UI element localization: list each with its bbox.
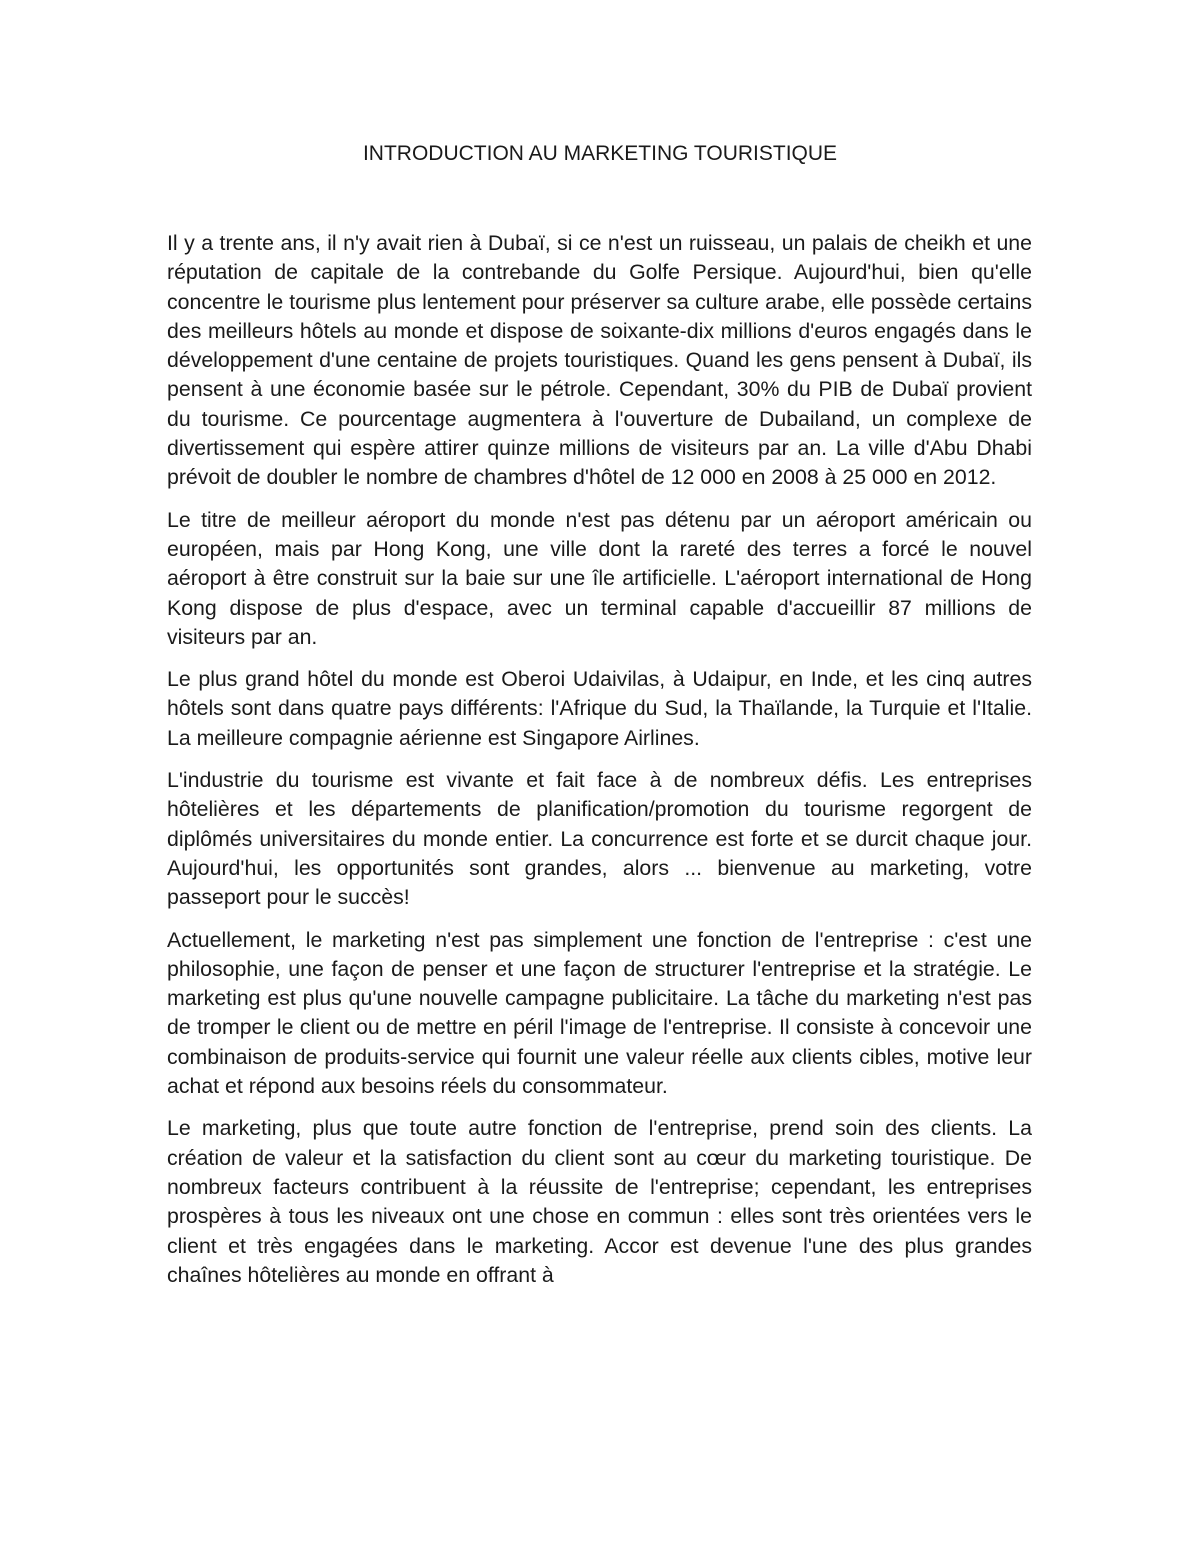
paragraph-best-hotel: Le plus grand hôtel du monde est Oberoi Udaivilas, à Udaipur, en Inde, et les cinq autres hôtels sont dans quatre pays différents: l'Afrique du Sud, la Thaïlande, la Turquie et l'Italie. La meilleure compagnie aérienne est Singapore Airlines. [167, 667, 1032, 750]
paragraph-hong-kong-airport: Le titre de meilleur aéroport du monde n'est pas détenu par un aéroport américain ou européen, mais par Hong Kong, une ville dont la rareté des terres a forcé le nouvel aéroport à être construit sur la baie sur une île artificielle. L'aéroport international de Hong Kong dispose de plus d'espace, avec un terminal capable d'accueillir 87 millions de visiteurs par an. [167, 507, 1032, 649]
paragraph-tourism-industry: L'industrie du tourisme est vivante et fait face à de nombreux défis. Les entreprises hôtelières et les départements de planification/promotion du tourisme regorgent de diplômés universitaires du monde entier. La concurrence est forte et se durcit chaque jour. Aujourd'hui, les opportunités sont grandes, alors ... bienvenue au marketing, votre passeport pour le succès! [167, 768, 1032, 910]
paragraph-customer-value: Le marketing, plus que toute autre fonction de l'entreprise, prend soin des clients. La création de valeur et la satisfaction du client sont au cœur du marketing touristique. De nombreux facteurs contribuent à la réussite de l'entreprise; cependant, les entreprises prospères à tous les niveaux ont une chose en commun : elles sont très orientées vers le client et très engagées dans le marketing. Accor est devenue l'une des plus grandes chaînes hôtelières au monde en offrant à [167, 1116, 1032, 1287]
paragraph-marketing-philosophy: Actuellement, le marketing n'est pas simplement une fonction de l'entreprise : c'est une philosophie, une façon de penser et une façon de structurer l'entreprise et la stratégie. Le marketing est plus qu'une nouvelle campagne publicitaire. La tâche du marketing n'est pas de tromper le client ou de mettre en péril l'image de l'entreprise. Il consiste à concevoir une combinaison de produits-service qui fournit une valeur réelle aux clients cibles, motive leur achat et répond aux besoins réels du consommateur. [167, 927, 1032, 1099]
document-title: INTRODUCTION AU MARKETING TOURISTIQUE [362, 142, 838, 165]
document-body [167, 229, 1032, 1303]
paragraph-dubai: Il y a trente ans, il n'y avait rien à Dubaï, si ce n'est un ruisseau, un palais de cheikh et une réputation de capitale de la contrebande du Golfe Persique. Aujourd'hui, bien qu'elle concentre le tourisme plus lentement pour préserver sa culture arabe, elle possède certains des meilleurs hôtels au monde et dispose de soixante-dix millions d'euros engagés dans le développement d'une centaine de projets touristiques. Quand les gens pensent à Dubaï, ils pensent à une économie basée sur le pétrole. Cependant, 30% du PIB de Dubaï provient du tourisme. Ce pourcentage augmentera à l'ouverture de Dubailand, un complexe de divertissement qui espère attirer quinze millions de visiteurs par an. La ville d'Abu Dhabi prévoit de doubler le nombre de chambres d'hôtel de 12 000 en 2008 à 25 000 en 2012. [167, 231, 1032, 490]
